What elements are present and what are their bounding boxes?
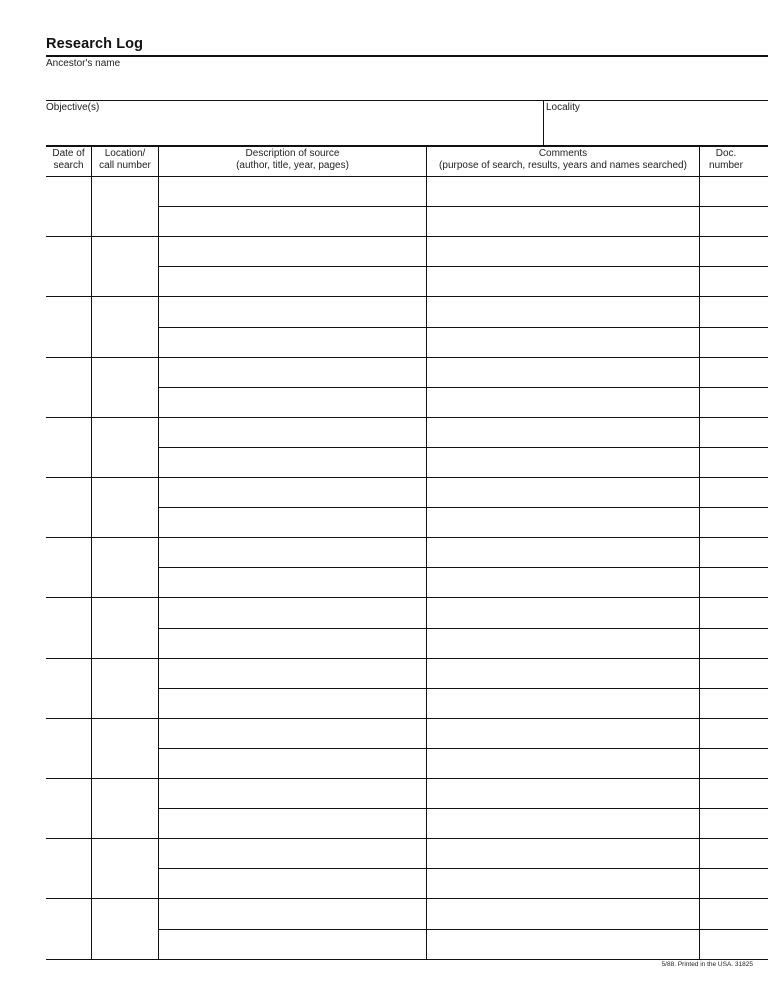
form-title: Research Log: [46, 36, 144, 52]
entry-location-cell[interactable]: [93, 779, 158, 837]
entry-location-cell[interactable]: [93, 237, 158, 295]
entry-doc-cell[interactable]: [701, 237, 767, 295]
column-divider: [699, 147, 700, 959]
entry-doc-cell[interactable]: [701, 538, 767, 596]
ancestor-name-field[interactable]: [46, 70, 768, 98]
title-rule: [46, 55, 768, 57]
entry-date-cell[interactable]: [47, 297, 91, 355]
entry-comments-cell[interactable]: [428, 899, 699, 957]
entry-comments-cell[interactable]: [428, 719, 699, 777]
entry-date-cell[interactable]: [47, 659, 91, 717]
objective-rule: [46, 100, 768, 101]
locality-label: Locality: [546, 102, 580, 113]
entry-description-cell[interactable]: [160, 478, 426, 536]
entry-date-cell[interactable]: [47, 899, 91, 957]
entry-comments-cell[interactable]: [428, 177, 699, 235]
header-date-of-search: Date of search: [52, 148, 85, 171]
objectives-label: Objective(s): [46, 102, 100, 113]
entry-comments-cell[interactable]: [428, 839, 699, 897]
entry-comments-cell[interactable]: [428, 418, 699, 476]
objectives-field[interactable]: [46, 114, 542, 144]
entry-date-cell[interactable]: [47, 839, 91, 897]
entry-description-cell[interactable]: [160, 237, 426, 295]
entry-location-cell[interactable]: [93, 839, 158, 897]
entry-description-cell[interactable]: [160, 719, 426, 777]
entry-doc-cell[interactable]: [701, 779, 767, 837]
entry-doc-cell[interactable]: [701, 478, 767, 536]
entry-doc-cell[interactable]: [701, 297, 767, 355]
entry-comments-cell[interactable]: [428, 358, 699, 416]
entry-date-cell[interactable]: [47, 779, 91, 837]
column-divider: [91, 147, 92, 959]
locality-field[interactable]: [545, 114, 768, 144]
entry-doc-cell[interactable]: [701, 358, 767, 416]
header-comments: Comments (purpose of search, results, years and names searched): [439, 148, 687, 171]
entry-comments-cell[interactable]: [428, 779, 699, 837]
entry-location-cell[interactable]: [93, 478, 158, 536]
entry-comments-cell[interactable]: [428, 478, 699, 536]
ancestor-name-label: Ancestor's name: [46, 58, 121, 69]
print-info: 5/88. Printed in the USA. 31825: [661, 961, 753, 968]
header-location-call-number: Location/ call number: [99, 148, 151, 171]
entry-date-cell[interactable]: [47, 358, 91, 416]
entry-date-cell[interactable]: [47, 598, 91, 656]
entry-doc-cell[interactable]: [701, 177, 767, 235]
entry-description-cell[interactable]: [160, 839, 426, 897]
entry-doc-cell[interactable]: [701, 598, 767, 656]
entry-description-cell[interactable]: [160, 297, 426, 355]
column-divider: [426, 147, 427, 959]
column-divider: [158, 147, 159, 959]
table-top-rule: [46, 145, 768, 147]
entry-comments-cell[interactable]: [428, 297, 699, 355]
entry-comments-cell[interactable]: [428, 237, 699, 295]
entry-description-cell[interactable]: [160, 358, 426, 416]
entry-comments-cell[interactable]: [428, 538, 699, 596]
entry-description-cell[interactable]: [160, 538, 426, 596]
table-row-rule: [46, 959, 768, 960]
entry-location-cell[interactable]: [93, 659, 158, 717]
header-doc-number: Doc. number: [709, 148, 743, 171]
entry-doc-cell[interactable]: [701, 659, 767, 717]
entry-location-cell[interactable]: [93, 719, 158, 777]
entry-comments-cell[interactable]: [428, 598, 699, 656]
entry-date-cell[interactable]: [47, 237, 91, 295]
entry-doc-cell[interactable]: [701, 839, 767, 897]
entry-location-cell[interactable]: [93, 297, 158, 355]
entry-description-cell[interactable]: [160, 779, 426, 837]
entry-location-cell[interactable]: [93, 418, 158, 476]
header-description-of-source: Description of source (author, title, year, pages): [236, 148, 349, 171]
entry-date-cell[interactable]: [47, 478, 91, 536]
entry-doc-cell[interactable]: [701, 418, 767, 476]
entry-description-cell[interactable]: [160, 177, 426, 235]
entry-description-cell[interactable]: [160, 418, 426, 476]
entry-date-cell[interactable]: [47, 719, 91, 777]
entry-comments-cell[interactable]: [428, 659, 699, 717]
entry-description-cell[interactable]: [160, 598, 426, 656]
entry-location-cell[interactable]: [93, 598, 158, 656]
entry-location-cell[interactable]: [93, 358, 158, 416]
entry-location-cell[interactable]: [93, 538, 158, 596]
entry-doc-cell[interactable]: [701, 899, 767, 957]
entry-date-cell[interactable]: [47, 538, 91, 596]
entry-doc-cell[interactable]: [701, 719, 767, 777]
entry-location-cell[interactable]: [93, 177, 158, 235]
entry-date-cell[interactable]: [47, 177, 91, 235]
entry-date-cell[interactable]: [47, 418, 91, 476]
locality-divider: [543, 100, 544, 145]
entry-description-cell[interactable]: [160, 899, 426, 957]
entry-location-cell[interactable]: [93, 899, 158, 957]
entry-description-cell[interactable]: [160, 659, 426, 717]
